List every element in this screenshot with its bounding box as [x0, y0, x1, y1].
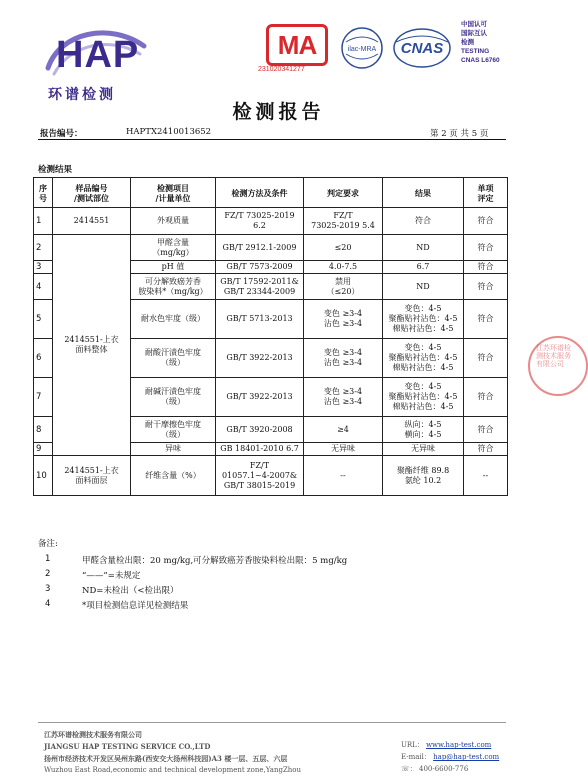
requirement-cell: --: [304, 456, 383, 496]
note-text: *项目检测信息详见检测结果: [82, 601, 189, 611]
requirement-cell: 变色 ≥3-4 沾色 ≥3-4: [304, 378, 383, 417]
results-table: [33, 177, 508, 496]
company-seal-stamp: [528, 336, 588, 396]
phone-number: 400-6600-776: [419, 765, 469, 773]
verdict-cell: --: [464, 456, 508, 496]
header-result: 结果: [383, 178, 464, 208]
document-title: 检测报告: [232, 101, 325, 123]
cnas-logo: [392, 26, 452, 70]
section-title: 检测结果: [38, 165, 73, 175]
footer-address-en: Wuzhou East Road,economic and technical development zone,YangZhou: [44, 766, 302, 774]
method-cell: GB/T 2912.1-2009: [216, 235, 304, 261]
verdict-cell: 符合: [464, 208, 508, 235]
requirement-cell: FZ/T 73025-2019 5.4: [304, 208, 383, 235]
row-no: 9: [34, 443, 53, 456]
note-text: “——”=未规定: [82, 571, 141, 581]
row-no: 4: [34, 274, 53, 300]
item-cell: 甲醛含量 （mg/kg）: [131, 235, 216, 261]
header-method: 检测方法及条件: [216, 178, 304, 208]
verdict-cell: 符合: [464, 300, 508, 339]
url-label: URL：: [401, 741, 424, 749]
header-sample: 样品编号 /测试部位: [53, 178, 131, 208]
method-cell: GB/T 17592-2011& GB/T 23344-2009: [216, 274, 304, 300]
item-cell: 耐碱汗渍色牢度 （级）: [131, 378, 216, 417]
requirement-cell: 禁用 （≤20）: [304, 274, 383, 300]
method-cell: GB/T 3922-2013: [216, 339, 304, 378]
requirement-cell: ≤20: [304, 235, 383, 261]
item-cell: 纤维含量（%）: [131, 456, 216, 496]
verdict-cell: 符合: [464, 235, 508, 261]
accreditation-text: [461, 20, 500, 65]
header-verdict: 单项 评定: [464, 178, 508, 208]
result-cell: 变色：4-5 聚酯贴衬沾色：4-5 棉贴衬沾色：4-5: [383, 378, 464, 417]
method-cell: GB/T 5713-2013: [216, 300, 304, 339]
result-cell: 变色：4-5 聚酯贴衬沾色：4-5 棉贴衬沾色：4-5: [383, 300, 464, 339]
verdict-cell: 符合: [464, 274, 508, 300]
sample-cell: 2414551-上衣 面料整体: [53, 235, 131, 456]
cert-line: 中国认可: [461, 21, 487, 28]
table-row: [34, 235, 508, 261]
result-cell: 聚酯纤维 89.8 氨纶 10.2: [383, 456, 464, 496]
result-cell: 纵向：4-5 横向：4-5: [383, 417, 464, 443]
cma-logo: MA: [266, 24, 328, 66]
cert-line: CNAS L6760: [461, 57, 500, 64]
item-cell: pH 值: [131, 261, 216, 274]
row-no: 8: [34, 417, 53, 443]
result-cell: ND: [383, 235, 464, 261]
hap-logo: HAP: [56, 34, 140, 76]
method-cell: GB/T 3920-2008: [216, 417, 304, 443]
result-cell: 无异味: [383, 443, 464, 456]
requirement-cell: ≥4: [304, 417, 383, 443]
item-cell: 耐水色牢度（级）: [131, 300, 216, 339]
hap-logo-chinese: 环谱检测: [48, 86, 116, 102]
method-cell: FZ/T 73025-2019 6.2: [216, 208, 304, 235]
table-row: [34, 208, 508, 235]
header-item: 检测项目 /计量单位: [131, 178, 216, 208]
ilac-mra-logo: [340, 26, 384, 70]
footer-url-row: [401, 740, 491, 750]
requirement-cell: 变色 ≥3-4 沾色 ≥3-4: [304, 300, 383, 339]
footer-company-en: JIANGSU HAP TESTING SERVICE CO.,LTD: [44, 742, 211, 751]
footer-email-row: [401, 752, 499, 762]
note-number: 3: [45, 584, 51, 594]
result-cell: ND: [383, 274, 464, 300]
requirement-cell: 4.0-7.5: [304, 261, 383, 274]
row-no: 1: [34, 208, 53, 235]
footer-divider: [38, 722, 506, 723]
row-no: 3: [34, 261, 53, 274]
item-cell: 可分解致癌芳香 胺染料*（mg/kg）: [131, 274, 216, 300]
footer-address-cn: 扬州市经济技术开发区吴州东路(西安交大扬州科技园)A3 楼一层、五层、六层: [44, 754, 288, 763]
table-row: [34, 456, 508, 496]
note-number: 4: [45, 599, 51, 609]
item-cell: 外观质量: [131, 208, 216, 235]
requirement-cell: 变色 ≥3-4 沾色 ≥3-4: [304, 339, 383, 378]
row-no: 10: [34, 456, 53, 496]
header-no: 序 号: [34, 178, 53, 208]
page-info: 第 2 页 共 5 页: [430, 129, 489, 139]
sample-cell: 2414551-上衣 面料面层: [53, 456, 131, 496]
footer-company-cn: 江苏环谱检测技术服务有限公司: [44, 730, 142, 739]
verdict-cell: 符合: [464, 339, 508, 378]
cma-number: 231020341277: [258, 66, 305, 73]
method-cell: GB 18401-2010 6.7: [216, 443, 304, 456]
footer-phone-row: [401, 764, 468, 774]
row-no: 5: [34, 300, 53, 339]
table-header-row: [34, 178, 508, 208]
verdict-cell: 符合: [464, 261, 508, 274]
item-cell: 耐酸汗渍色牢度 （级）: [131, 339, 216, 378]
phone-icon: ☏：: [401, 765, 417, 773]
svg-text:CNAS: CNAS: [400, 40, 444, 57]
note-text: 甲醛含量检出限：20 mg/kg,可分解致癌芳香胺染料检出限：5 mg/kg: [82, 556, 348, 566]
notes-title: 备注:: [38, 539, 58, 549]
requirement-cell: 无异味: [304, 443, 383, 456]
email-link[interactable]: hap@hap-test.com: [433, 753, 500, 761]
email-label: E-mail：: [401, 753, 431, 761]
result-cell: 变色：4-5 聚酯贴衬沾色：4-5 棉贴衬沾色：4-5: [383, 339, 464, 378]
result-cell: 符合: [383, 208, 464, 235]
note-text: ND=未检出（<检出限）: [82, 586, 179, 596]
row-no: 6: [34, 339, 53, 378]
verdict-cell: 符合: [464, 443, 508, 456]
item-cell: 异味: [131, 443, 216, 456]
sample-cell: 2414551: [53, 208, 131, 235]
cert-line: 国际互认: [461, 30, 487, 37]
verdict-cell: 符合: [464, 378, 508, 417]
header-requirement: 判定要求: [304, 178, 383, 208]
header-divider: [38, 139, 506, 140]
method-cell: FZ/T 01057.1~4-2007& GB/T 38015-2019: [216, 456, 304, 496]
stamp-text: 江苏环谱检测技术服务有限公司: [536, 344, 571, 368]
report-number: HAPTX2410013652: [126, 127, 212, 137]
item-cell: 耐干摩擦色牢度 （级）: [131, 417, 216, 443]
note-number: 1: [45, 554, 51, 564]
method-cell: GB/T 3922-2013: [216, 378, 304, 417]
website-link[interactable]: www.hap-test.com: [426, 741, 492, 749]
result-cell: 6.7: [383, 261, 464, 274]
svg-text:ilac-MRA: ilac-MRA: [347, 46, 377, 53]
method-cell: GB/T 7573-2009: [216, 261, 304, 274]
note-number: 2: [45, 569, 51, 579]
row-no: 7: [34, 378, 53, 417]
row-no: 2: [34, 235, 53, 261]
verdict-cell: 符合: [464, 417, 508, 443]
report-number-label: 报告编号：: [40, 129, 83, 139]
cert-line: TESTING: [461, 48, 490, 55]
cert-line: 检测: [461, 39, 474, 46]
